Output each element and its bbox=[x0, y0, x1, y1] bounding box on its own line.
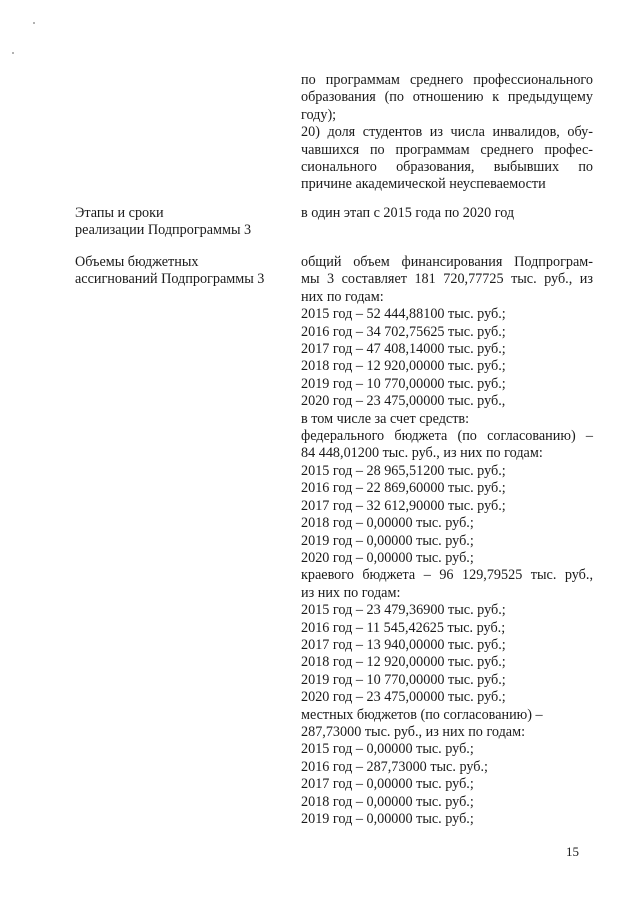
label-line: реализации Подпрограммы 3 bbox=[75, 222, 252, 239]
text-line: образования (по отношению к предыдущему bbox=[301, 89, 593, 106]
year-line: 2016 год – 34 702,75625 тыс. руб.; bbox=[301, 323, 506, 340]
text-line: в один этап с 2015 года по 2020 год bbox=[301, 205, 515, 221]
text-line: причине академической неуспеваемости bbox=[301, 176, 546, 193]
year-line: 2018 год – 0,00000 тыс. руб.; bbox=[301, 515, 474, 532]
label-line: Объемы бюджетных bbox=[75, 254, 199, 270]
text-line: 287,73000 тыс. руб., из них по годам: bbox=[301, 723, 526, 740]
year-line: 2017 год – 0,00000 тыс. руб.; bbox=[301, 776, 474, 793]
year-line: 2018 год – 12 920,00000 тыс. руб.; bbox=[301, 358, 506, 375]
scan-speck bbox=[33, 22, 35, 24]
year-line: 2019 год – 0,00000 тыс. руб.; bbox=[301, 811, 474, 827]
text-line: по программам среднего профессионального bbox=[301, 72, 593, 88]
year-line: 2019 год – 0,00000 тыс. руб.; bbox=[301, 532, 474, 549]
year-line: 2016 год – 287,73000 тыс. руб.; bbox=[301, 758, 488, 775]
year-line: 2015 год – 0,00000 тыс. руб.; bbox=[301, 741, 474, 758]
text-line: федерального бюджета (по согласованию) – bbox=[301, 428, 593, 445]
year-line: 2018 год – 12 920,00000 тыс. руб.; bbox=[301, 654, 506, 671]
text-line: в том числе за счет средств: bbox=[301, 410, 470, 427]
text-line: году); bbox=[301, 106, 337, 123]
text-line: мы 3 составляет 181 720,77725 тыс. руб., из bbox=[301, 271, 593, 288]
year-line: 2019 год – 10 770,00000 тыс. руб.; bbox=[301, 671, 506, 688]
year-line: 2020 год – 23 475,00000 тыс. руб.; bbox=[301, 689, 506, 706]
continuation-text bbox=[301, 72, 593, 194]
year-line: 2015 год – 28 965,51200 тыс. руб.; bbox=[301, 462, 506, 479]
stages-value bbox=[301, 205, 593, 222]
text-line: местных бюджетов (по согласованию) – bbox=[301, 706, 543, 723]
text-line: чавшихся по программам среднего профес- bbox=[301, 141, 593, 158]
text-line: краевого бюджета – 96 129,79525 тыс. руб., bbox=[301, 567, 593, 584]
year-line: 2017 год – 13 940,00000 тыс. руб.; bbox=[301, 636, 506, 653]
year-line: 2015 год – 23 479,36900 тыс. руб.; bbox=[301, 602, 506, 619]
year-line: 2015 год – 52 444,88100 тыс. руб.; bbox=[301, 306, 506, 323]
stages-label bbox=[75, 205, 285, 240]
text-line: них по годам: bbox=[301, 288, 384, 305]
label-line: ассигнований Подпрограммы 3 bbox=[75, 271, 265, 288]
text-line: 84 448,01200 тыс. руб., из них по годам: bbox=[301, 445, 543, 462]
year-line: 2017 год – 32 612,90000 тыс. руб.; bbox=[301, 497, 506, 514]
text-line: сионального образования, выбывших по bbox=[301, 159, 593, 176]
year-line: 2017 год – 47 408,14000 тыс. руб.; bbox=[301, 341, 506, 358]
year-line: 2020 год – 23 475,00000 тыс. руб., bbox=[301, 393, 506, 410]
year-line: 2018 год – 0,00000 тыс. руб.; bbox=[301, 793, 474, 810]
text-line: из них по годам: bbox=[301, 584, 401, 601]
budget-value bbox=[301, 254, 593, 828]
page-number: 15 bbox=[566, 844, 579, 859]
label-line: Этапы и сроки bbox=[75, 205, 164, 221]
year-line: 2016 год – 22 869,60000 тыс. руб.; bbox=[301, 480, 506, 497]
text-line: 20) доля студентов из числа инвалидов, обу- bbox=[301, 124, 593, 141]
year-line: 2016 год – 11 545,42625 тыс. руб.; bbox=[301, 619, 506, 636]
year-line: 2020 год – 0,00000 тыс. руб.; bbox=[301, 549, 474, 566]
year-line: 2019 год – 10 770,00000 тыс. руб.; bbox=[301, 375, 506, 392]
text-line: общий объем финансирования Подпрограм- bbox=[301, 254, 593, 270]
scan-speck bbox=[12, 52, 14, 54]
budget-label bbox=[75, 254, 285, 289]
